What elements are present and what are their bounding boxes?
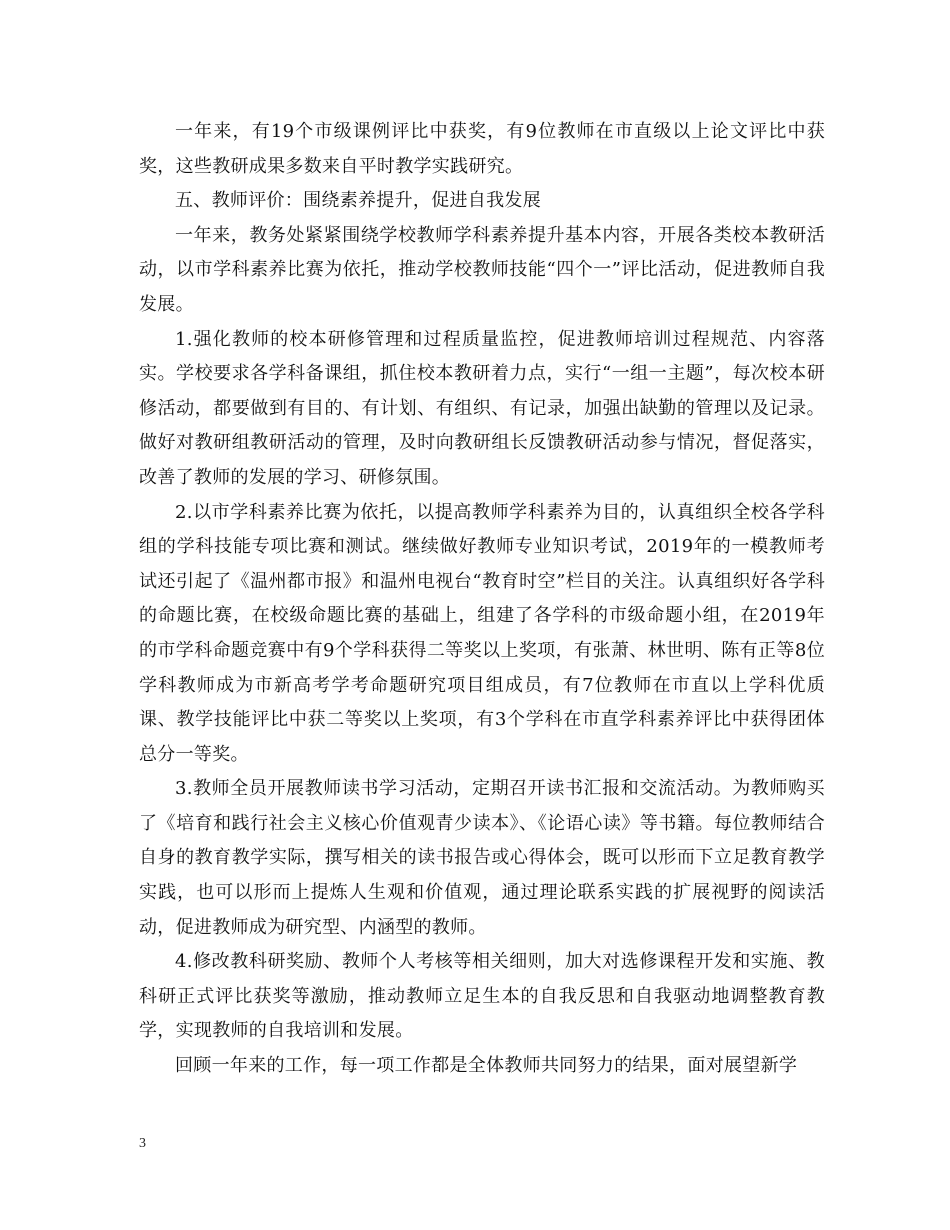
- page-number: 3: [139, 1136, 146, 1151]
- paragraph-item-1: 1.强化教师的校本研修管理和过程质量监控，促进教师培训过程规范、内容落实。学校要求各学科备课组，抓住校本教研着力点，实行“一组一主题”，每次校本研修活动，都要做到有目的、有计划、有组织、有记录，加强出缺勤的管理以及记录。做好对教研组教研活动的管理，及时向教研组长反馈教研活动参与情况，督促落实，改善了教师的发展的学习、研修氛围。: [139, 328, 825, 488]
- paragraph-teacher-evaluation-intro: 一年来，教务处紧紧围绕学校教师学科素养提升基本内容，开展各类校本教研活动，以市学科素养比赛为依托，推动学校教师技能“四个一”评比活动，促进教师自我发展。: [139, 224, 825, 315]
- paragraph-item-4: 4.修改教科研奖励、教师个人考核等相关细则，加大对选修课程开发和实施、教科研正式评比获奖等激励，推动教师立足生本的自我反思和自我驱动地调整教育教学，实现教师的自我培训和发展。: [139, 951, 825, 1042]
- paragraph-review: 回顾一年来的工作，每一项工作都是全体教师共同努力的结果，面对展望新学: [175, 1055, 798, 1077]
- section-heading-teacher-evaluation: 五、教师评价：围绕素养提升，促进自我发展: [175, 190, 541, 212]
- paragraph-item-2: 2.以市学科素养比赛为依托，以提高教师学科素养为目的，认真组织全校各学科组的学科技能专项比赛和测试。继续做好教师专业知识考试，2019年的一模教师考试还引起了《温州都市报》和温州电视台“教育时空”栏目的关注。认真组织好各学科的命题比赛，在校级命题比赛的基础上，组建了各学科的市级命题小组，在2019年的市学科命题竞赛中有9个学科获得二等奖以上奖项，有张萧、林世明、陈有正等8位学科教师成为市新高考学考命题研究项目组成员，有7位教师在市直以上学科优质课、教学技能评比中获二等奖以上奖项，有3个学科在市直学科素养评比中获得团体总分一等奖。: [139, 501, 825, 765]
- document-body: [139, 115, 825, 1084]
- paragraph-awards-summary: 一年来，有19个市级课例评比中获奖，有9位教师在市直级以上论文评比中获奖，这些教研成果多数来自平时教学实践研究。: [139, 121, 825, 177]
- paragraph-item-3: 3.教师全员开展教师读书学习活动，定期召开读书汇报和交流活动。为教师购买了《培育和践行社会主义核心价值观青少读本》、《论语心读》等书籍。每位教师结合自身的教育教学实际，撰写相关的读书报告或心得体会，既可以形而下立足教育教学实践，也可以形而上提炼人生观和价值观，通过理论联系实践的扩展视野的阅读活动，促进教师成为研究型、内涵型的教师。: [139, 778, 825, 938]
